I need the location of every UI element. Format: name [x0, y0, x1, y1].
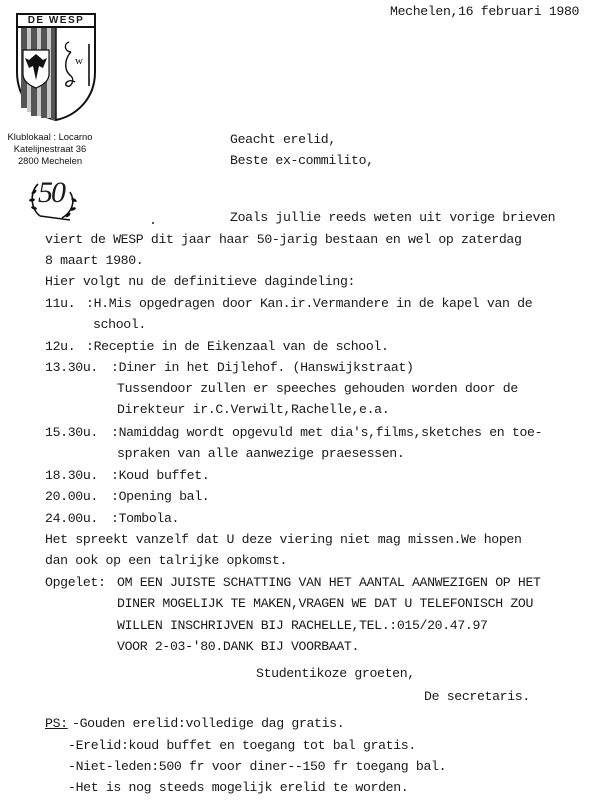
- postscript-item: -Gouden erelid:volledige dag gratis.: [72, 716, 345, 731]
- club-address-line-2: Katelijnestraat 36: [13, 143, 87, 154]
- schedule-time: 13.30u.: [45, 360, 98, 375]
- club-address-line-1: Klublokaal : Locarno: [7, 131, 93, 142]
- closing-line-1: Het spreekt vanzelf dat U deze viering niet mag missen.We hopen: [45, 532, 522, 547]
- closing-line-2: dan ook op een talrijke opkomst.: [45, 553, 288, 568]
- notice-label: Opgelet:: [45, 575, 106, 590]
- intro-line-2: viert de WESP dit jaar haar 50-jarig bestaan en wel op zaterdag: [45, 232, 522, 247]
- notice-line: DINER MOGELIJK TE MAKEN,VRAGEN WE DAT U TELEFONISCH ZOU: [117, 596, 534, 611]
- intro-line-4: Hier volgt nu de definitieve dagindeling:: [45, 274, 356, 289]
- intro-line-1: Zoals jullie reeds weten uit vorige brieven: [230, 210, 556, 225]
- club-address-line-3: 2800 Mechelen: [17, 155, 83, 166]
- postscript-item: -Het is nog steeds mogelijk erelid te worden.: [68, 780, 409, 795]
- schedule-time: 12u.: [45, 339, 76, 354]
- schedule-time: 20.00u.: [45, 489, 98, 504]
- schedule-text: :H.Mis opgedragen door Kan.ir.Vermandere in de kapel van de: [86, 296, 533, 311]
- schedule-text: spraken van alle aanwezige praesessen.: [117, 446, 405, 461]
- schedule-text: :Koud buffet.: [111, 468, 210, 483]
- notice-line: WILLEN INSCHRIJVEN BIJ RACHELLE,TEL.:015/20.47.97: [117, 618, 488, 633]
- salutation-line-2: Beste ex-commilito,: [230, 153, 374, 168]
- schedule-time: 15.30u.: [45, 425, 98, 440]
- schedule-text: :Namiddag wordt opgevuld met dia's,films,sketches en toe-: [111, 425, 543, 440]
- schedule-text: :Opening bal.: [111, 489, 210, 504]
- letter-date: Mechelen,16 februari 1980: [390, 4, 580, 19]
- club-crest-logo: [15, 12, 97, 122]
- speck-mark: [152, 222, 154, 224]
- postscript-item: -Erelid:koud buffet en toegang tot bal gratis.: [68, 738, 416, 753]
- intro-line-3: 8 maart 1980.: [45, 253, 144, 268]
- schedule-text: :Receptie in de Eikenzaal van de school.: [86, 339, 389, 354]
- notice-line: VOOR 2-03-'80.DANK BIJ VOORBAAT.: [117, 639, 360, 654]
- postscript-item: -Niet-leden:500 fr voor diner--150 fr toegang bal.: [68, 759, 447, 774]
- postscript-label: PS:: [45, 716, 68, 731]
- signoff-greeting: Studentikoze groeten,: [256, 666, 415, 681]
- notice-line: OM EEN JUISTE SCHATTING VAN HET AANTAL AANWEZIGEN OP HET: [117, 575, 541, 590]
- jubilee-number: 50: [38, 176, 64, 209]
- salutation-line-1: Geacht erelid,: [230, 132, 336, 147]
- schedule-time: 11u.: [45, 296, 76, 311]
- schedule-text: :Diner in het Dijlehof. (Hanswijkstraat): [111, 360, 414, 375]
- svg-text:w: w: [75, 55, 83, 67]
- schedule-time: 18.30u.: [45, 468, 98, 483]
- schedule-time: 24.00u.: [45, 511, 98, 526]
- schedule-text: school.: [93, 317, 146, 332]
- schedule-text: Tussendoor zullen er speeches gehouden worden door de: [117, 381, 518, 396]
- signoff-signer: De secretaris.: [424, 689, 530, 704]
- crest-banner-text: DE WESP: [27, 15, 85, 26]
- schedule-text: Direkteur ir.C.Verwilt,Rachelle,e.a.: [117, 402, 390, 417]
- schedule-text: :Tombola.: [111, 511, 180, 526]
